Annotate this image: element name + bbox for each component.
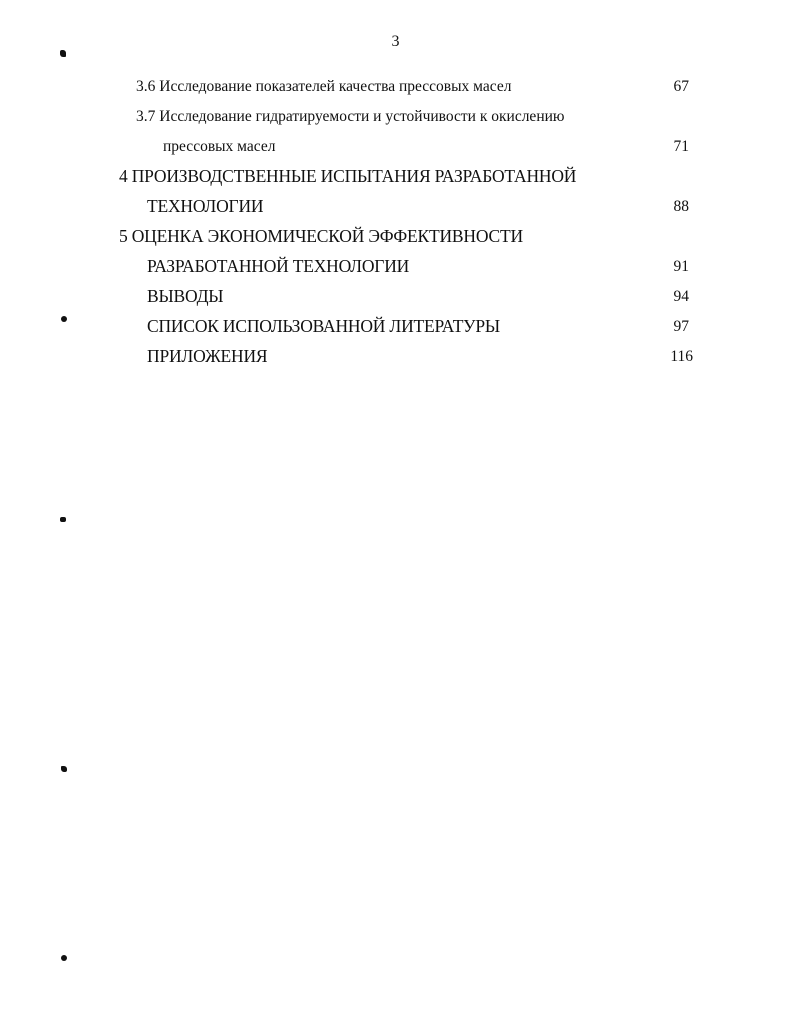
toc-entry-3-7-line1: 3.7 Исследование гидратируемости и устойчивости к окислению	[136, 108, 565, 125]
toc-entry-3-7-line2: прессовых масел	[163, 138, 276, 155]
toc-entry-3-6-page: 67	[673, 78, 689, 95]
toc-entry-4-line2: ТЕХНОЛОГИИ	[147, 196, 264, 216]
toc-entry-conclusions-page: 94	[673, 288, 689, 305]
toc-entry-conclusions: ВЫВОДЫ	[147, 286, 224, 306]
toc-entry-4-page: 88	[673, 198, 689, 215]
punch-mark	[61, 766, 67, 772]
toc-entry-appendices-page: 116	[670, 348, 693, 365]
toc-entry-5-page: 91	[673, 258, 689, 275]
page-number: 3	[391, 33, 400, 50]
toc-entry-references: СПИСОК ИСПОЛЬЗОВАННОЙ ЛИТЕРАТУРЫ	[147, 316, 500, 336]
toc-entry-3-7-page: 71	[673, 138, 689, 155]
toc-entry-4-line1: 4 ПРОИЗВОДСТВЕННЫЕ ИСПЫТАНИЯ РАЗРАБОТАННОЙ	[119, 166, 577, 186]
punch-mark	[61, 955, 67, 961]
punch-mark	[61, 316, 67, 322]
punch-mark	[60, 50, 66, 57]
toc-entry-3-6-title: 3.6 Исследование показателей качества прессовых масел	[136, 78, 512, 95]
toc-entry-5-line1: 5 ОЦЕНКА ЭКОНОМИЧЕСКОЙ ЭФФЕКТИВНОСТИ	[119, 226, 523, 246]
toc-entry-appendices: ПРИЛОЖЕНИЯ	[147, 346, 268, 366]
toc-entry-5-line2: РАЗРАБОТАННОЙ ТЕХНОЛОГИИ	[147, 256, 410, 276]
punch-mark	[60, 517, 66, 522]
toc-entry-references-page: 97	[673, 318, 689, 335]
